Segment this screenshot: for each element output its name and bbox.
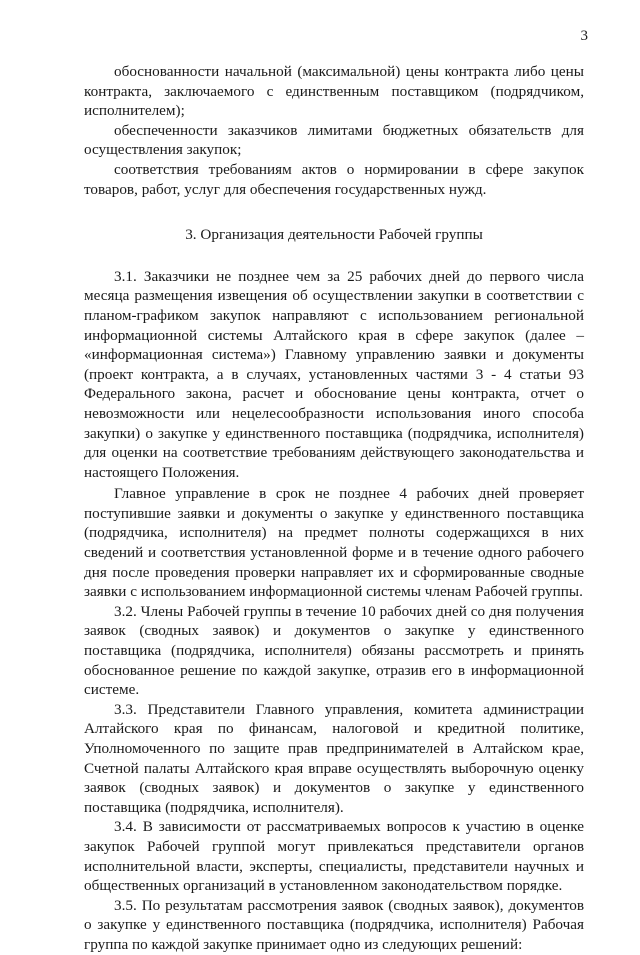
paragraph-budget-limits: обеспеченности заказчиков лимитами бюджетных обязательств для осуществления закупок;	[84, 121, 584, 159]
document-body	[84, 62, 584, 955]
paragraph-3-2: 3.2. Члены Рабочей группы в течение 10 рабочих дней со дня получения заявок (сводных заявок) и документов о закупке у единственного поставщика (подрядчика, исполнителя) обязаны рассмотреть и принять обоснованное решение по каждой закупке, отразив его в информационной системе.	[84, 602, 584, 699]
paragraph-3-3: 3.3. Представители Главного управления, комитета администрации Алтайского края по финансам, налоговой и кредитной политике, Уполномоченного по защите прав предпринимателей в Алтайском крае, Счетной палаты Алтайского края вправе осуществлять выборочную оценку заявок (сводных заявок) и документов о закупке у единственного поставщика (подрядчика, исполнителя).	[84, 700, 584, 816]
page-number: 3	[580, 28, 588, 44]
paragraph-3-5: 3.5. По результатам рассмотрения заявок (сводных заявок), документов о закупке у единственного поставщика (подрядчика, исполнителя) Рабочая группа по каждой закупке принимает одно из следующих решений:	[84, 896, 584, 953]
paragraph-3-1: 3.1. Заказчики не позднее чем за 25 рабочих дней до первого числа месяца размещения извещения об осуществлении закупки в соответствии с планом-графиком закупок направляют с использованием региональной информационной системы Алтайского края в сфере закупок (далее – «информационная система») Главному управлению заявки и документы (проект контракта, а в случаях, установленных частями 3 - 4 статьи 93 Федерального закона, расчет и обоснование цены контракта, отчет о невозможности или нецелесообразности использования иного способа закупки) о закупке у единственного поставщика (подрядчика, исполнителя) для оценки на соответствие требованиям действующего законодательства и настоящего Положения.	[84, 267, 584, 481]
section-heading: 3. Организация деятельности Рабочей группы	[185, 226, 483, 244]
paragraph-norms-compliance: соответствия требованиям актов о нормировании в сфере закупок товаров, работ, услуг для обеспечения государственных нужд.	[84, 160, 584, 198]
paragraph-3-4: 3.4. В зависимости от рассматриваемых вопросов к участию в оценке закупок Рабочей группой могут привлекаться представители органов исполнительной власти, эксперты, специалисты, представители научных и общественных организаций в установленном законодательством порядке.	[84, 818, 584, 895]
paragraph-main-directorate-check: Главное управление в срок не позднее 4 рабочих дней проверяет поступившие заявки и документы о закупке у единственного поставщика (подрядчика, исполнителя) на предмет полноты содержащихся в них сведений и соответствия установленной форме и в течение одного рабочего дня после проведения проверки направляет их и сформированные сводные заявки с использованием информационной системы членам Рабочей группы.	[84, 485, 584, 601]
paragraph-justification-price: обоснованности начальной (максимальной) цены контракта либо цены контракта, заключаемого с единственным поставщиком (подрядчиком, исполнителем);	[84, 63, 584, 120]
